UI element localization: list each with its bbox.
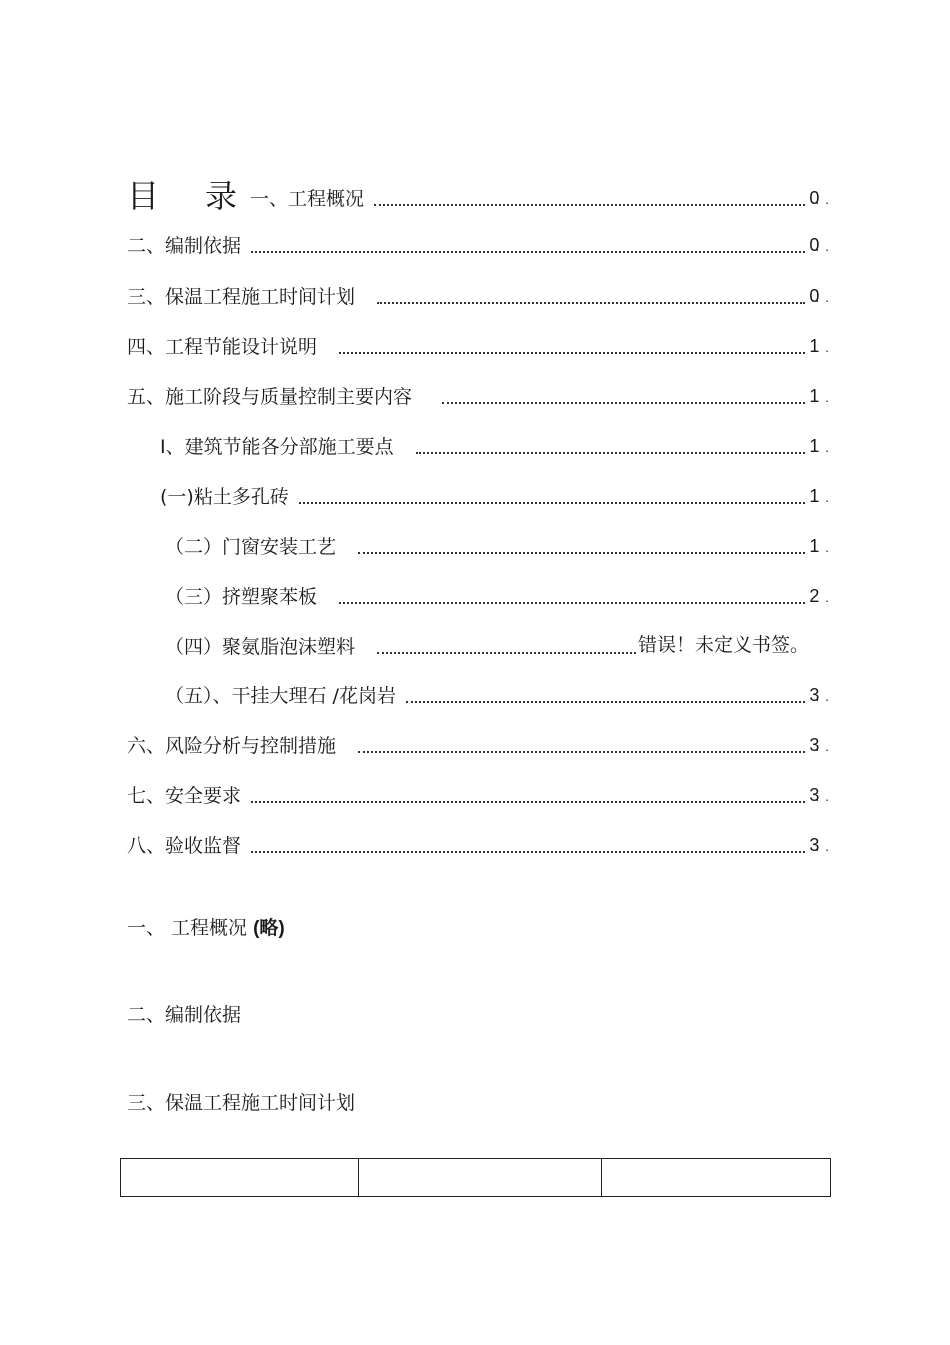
toc-entry-label: （二）门窗安装工艺 <box>165 536 337 558</box>
toc-entry-page: 3 . . <box>809 832 830 859</box>
toc-entry-page: 1 . . <box>809 333 830 360</box>
table-cell <box>602 1159 831 1197</box>
toc-entry[interactable] <box>127 334 830 360</box>
toc-leader-dots <box>442 402 805 404</box>
toc-entry-page: 2 . . <box>809 583 830 610</box>
toc-entry[interactable] <box>165 584 830 610</box>
toc-entry-label: （三）挤塑聚苯板 <box>165 586 318 608</box>
section-title: 一、 工程概况 <box>127 917 248 939</box>
section-title: 三、保温工程施工时间计划 <box>127 1092 356 1114</box>
toc-entry[interactable] <box>127 384 830 410</box>
toc-entry-label: 五、施工阶段与质量控制主要内容 <box>127 386 413 408</box>
section-note: (略) <box>253 918 285 939</box>
toc-leader-dots <box>299 502 805 504</box>
toc-entry[interactable] <box>127 284 830 310</box>
toc-entry-page: 1 . . <box>809 383 830 410</box>
toc-leader-dots <box>377 302 805 304</box>
toc-entry[interactable] <box>127 733 830 759</box>
toc-entry-label: 六、风险分析与控制措施 <box>127 735 337 757</box>
toc-entry-page: 0 . . <box>809 185 830 212</box>
toc-leader-dots <box>339 352 805 354</box>
toc-entry-label: 一、工程概况 <box>250 188 365 210</box>
section-heading-3 <box>127 1090 355 1116</box>
toc-entry[interactable] <box>165 634 809 660</box>
toc-entry-page: 1 . . <box>809 533 830 560</box>
toc-entry-page: 1 . . <box>809 483 830 510</box>
toc-entry-label: （四）聚氨脂泡沫塑料 <box>165 636 356 658</box>
toc-entry[interactable] <box>165 683 830 709</box>
table-cell <box>359 1159 602 1197</box>
toc-entry-label: （五）、干挂大理石 /花岗岩 <box>165 685 396 707</box>
toc-entry[interactable] <box>127 233 830 259</box>
toc-heading-char-2: 录 <box>205 177 238 215</box>
toc-leader-dots <box>406 701 805 703</box>
table-row <box>121 1159 831 1197</box>
toc-entry-page: 3 . . <box>809 732 830 759</box>
schedule-table <box>120 1158 831 1197</box>
toc-leader-dots <box>251 251 805 253</box>
toc-entry-label: 四、工程节能设计说明 <box>127 336 318 358</box>
toc-leader-dots <box>358 751 805 753</box>
section-title: 二、编制依据 <box>127 1004 242 1026</box>
toc-entry[interactable] <box>160 434 830 460</box>
toc-entry-label: I、建筑节能各分部施工要点 <box>160 436 394 458</box>
toc-entry[interactable] <box>165 534 830 560</box>
toc-leader-dots <box>358 552 805 554</box>
toc-leader-dots <box>416 452 806 454</box>
toc-entry-page: 1 . . <box>809 433 830 460</box>
section-heading-2 <box>127 1002 241 1028</box>
toc-entry-label: 三、保温工程施工时间计划 <box>127 286 356 308</box>
toc-leader-dots <box>374 204 805 206</box>
toc-entry[interactable] <box>160 484 830 510</box>
section-heading-1 <box>127 915 285 942</box>
toc-entry-page: 0 . . <box>809 283 830 310</box>
toc-entry-label: 八、验收监督 <box>127 835 242 857</box>
toc-entry-label: 七、安全要求 <box>127 785 242 807</box>
toc-entry-label: (一)粘土多孔砖 <box>160 486 289 508</box>
toc-heading <box>127 176 237 216</box>
toc-leader-dots <box>251 801 805 803</box>
toc-entry-error-text: 错误！未定义书签。 <box>637 634 809 656</box>
toc-heading-char-1: 目 <box>127 177 160 215</box>
toc-leader-dots <box>251 851 805 853</box>
toc-leader-dots <box>377 652 636 654</box>
toc-entry-page: 3 . . <box>809 782 830 809</box>
toc-entry-page: 0 . . <box>809 232 830 259</box>
toc-entry[interactable] <box>250 186 830 212</box>
toc-entry-page: 3 . . <box>809 682 830 709</box>
toc-entry[interactable] <box>127 833 830 859</box>
toc-leader-dots <box>339 602 805 604</box>
toc-entry-label: 二、编制依据 <box>127 235 242 257</box>
table-cell <box>121 1159 359 1197</box>
toc-entry[interactable] <box>127 783 830 809</box>
